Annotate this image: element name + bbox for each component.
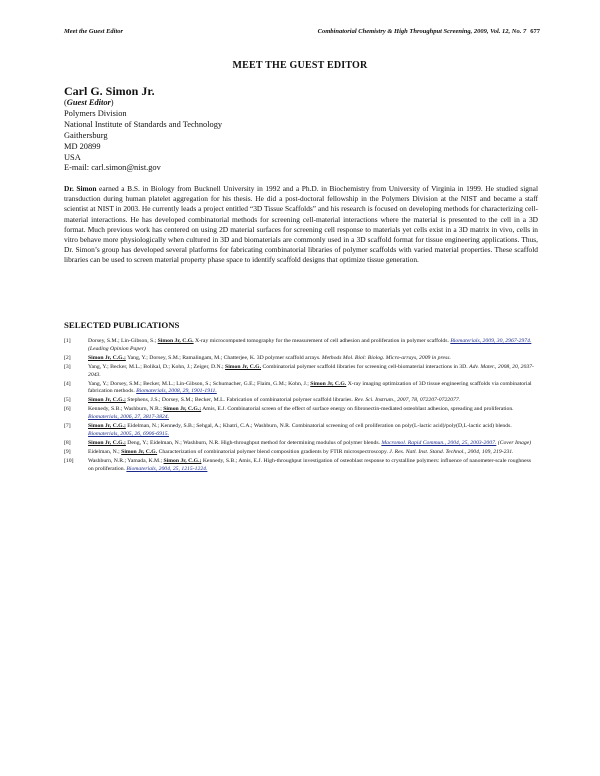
publication-editor-name: Simon Jr, C.G. (121, 448, 158, 455)
publication-number: [1] (64, 338, 71, 344)
publication-citation: (Leading Opinion Paper) (88, 345, 146, 352)
publication-number: [9] (64, 448, 71, 455)
publication-journal-link[interactable]: Biomaterials, 2004, 25, 1215-1224. (126, 465, 208, 472)
publication-item (64, 364, 538, 380)
publication-editor-name: Simon Jr, C.G.; (88, 423, 126, 430)
publication-item (64, 381, 538, 397)
journal-citation: Combinatorial Chemistry & High Throughput Screening, 2009, Vol. 12, No. 7 (317, 28, 527, 35)
publication-text (88, 423, 538, 439)
publication-number: [2] (64, 354, 71, 361)
publication-journal-link[interactable]: Biomaterials, 2009, 30, 2967-2974. (450, 338, 532, 344)
publication-title: Yang, Y.; Dorsey, S.M.; Ramalingam, M.; Chatterjee, K. 3D polymer scaffold arrays. (125, 354, 322, 361)
author-role-line (64, 98, 544, 109)
publication-list (64, 338, 538, 475)
publication-authors-pre: Kennedy, S.B.; Washburn, N.R.; (88, 406, 164, 413)
author-block (64, 84, 544, 174)
publication-authors-pre: Dorsey, S.M.; Lin-Gibson, S.; (88, 338, 158, 344)
publication-title: Stephens, J.S.; Dorsey, S.M.; Becker, M.L. Fabrication of combinatorial polymer scaffold libraries. (125, 397, 355, 404)
publication-text (88, 364, 538, 380)
publication-title: X-ray imaging optimization of 3D tissue engineering scaffolds via combinatorial fabrication methods. (88, 380, 532, 395)
publication-text (88, 381, 538, 397)
publication-title: Amis, E.J. Combinatorial screen of the effect of surface energy on fibronectin-mediated osteoblast adhesion, spreading and proliferation. (201, 406, 514, 413)
running-header-right (318, 28, 540, 35)
publication-journal-link[interactable]: Macromol. Rapid Commun., 2004, 25, 2003-2007. (381, 439, 497, 446)
publication-citation: Methods Mol. Biol: Biolog. Micro-arrays, 2009 in press. (321, 354, 451, 361)
publication-number: [4] (64, 380, 71, 387)
publication-text (88, 355, 538, 363)
publication-citation: Adv. Mater., 2008, 20, 2037-2043. (88, 363, 534, 378)
publication-item (64, 406, 538, 422)
affiliation-line: Gaithersburg (64, 130, 108, 140)
publication-text (88, 406, 538, 422)
biography-paragraph (64, 184, 538, 266)
publication-number: [3] (64, 363, 71, 370)
publication-journal-link[interactable]: Biomaterials, 2006, 27, 3817-3824. (88, 414, 170, 421)
publication-number: [7] (64, 423, 71, 430)
role-paren-open: ( (64, 98, 67, 107)
publication-journal-link[interactable]: Biomaterials, 2005, 26, 6906-6915. (88, 430, 170, 437)
publication-number: [5] (64, 397, 71, 404)
publication-item (64, 458, 538, 474)
publication-citation: (Cover Image) (496, 439, 532, 446)
affiliation-line: MD 20899 (64, 141, 101, 151)
publications-heading: SELECTED PUBLICATIONS (64, 320, 180, 330)
publication-item (64, 355, 538, 363)
page-title: MEET THE GUEST EDITOR (232, 60, 368, 71)
publication-authors-pre: Eidelman, N.; (88, 448, 122, 455)
publication-number: [10] (64, 457, 74, 464)
affiliation-line: National Institute of Standards and Technology (64, 119, 223, 129)
running-header-left: Meet the Guest Editor (64, 28, 124, 35)
bio-text: earned a B.S. in Biology from Bucknell University in 1992 and a Ph.D. in Biochemistry from University of Virginia in 1999. He studied signal transduction during human platelet aggregation for his thesis. He did a post-doctoral fellowship in the Polymers Division at the NIST and became a staff scientist at NIST in 2003. He currently leads a project entitled “3D Tissue Scaffolds” and his research is focused on developing methods for characterizing cell-material interactions. He has developed combinatorial methods for screening cell-material interactions where the material is presented to the cell in a 3D format. Much previous work has centered on using 2D material surfaces for screening cell response to materials yet cells exist in a 3D matrix in vivo, cells in vitro behave more physiologically when cultured in 3D and biomaterials are commonly used in a 3D scaffold format for tissue engineering applications. Thus, Dr. Simon’s group has developed several platforms for fabricating combinatorial libraries of polymer scaffolds with varied material properties. These scaffold libraries can be used to screen material property phase space to identify scaffold designs that optimize tissue generation. (64, 184, 538, 265)
role-paren-close: ) (110, 98, 114, 107)
publication-title: Deng, Y.; Eidelman, N.; Washburn, N.R. High-throughput method for determining modulus of polymer blends. (125, 439, 382, 446)
publication-authors-pre: Yang, Y.; Dorsey, S.M.; Becker, M.L.; Lin-Gibson, S.; Schumacher, G.E.; Flaim, G.M.; Kohn, J.; (88, 380, 311, 387)
affiliation-line: USA (64, 152, 81, 162)
publication-editor-name: Simon Jr, C.G. (157, 338, 194, 344)
publication-item (64, 423, 538, 439)
page-number: 677 (530, 28, 540, 35)
publication-text (88, 458, 538, 474)
author-email[interactable]: E-mail: carl.simon@nist.gov (64, 163, 161, 173)
publication-citation: J. Res. Natl. Inst. Stand. Technol., 2004, 109, 219-231. (389, 448, 514, 455)
publication-citation: Rev. Sci. Instrum., 2007, 78, 072207-0722077. (354, 397, 461, 404)
publication-title: Kennedy, S.B.; Amis, E.J. High-throughput investigation of osteoblast response to crystalline polymers: influence of nanometer-scale roughness on proliferation. (88, 457, 532, 472)
publication-number: [8] (64, 439, 71, 446)
publication-editor-name: Simon Jr, C.G.; (163, 457, 202, 464)
publication-authors-pre: Yang, Y.; Becker, M.L.; Bolikal, D.; Kohn, J.; Zeiger, D.N.; (88, 363, 226, 370)
publication-editor-name: Simon Jr, C.G.; (88, 397, 126, 404)
publication-number: [6] (64, 406, 71, 413)
publication-item (64, 440, 538, 448)
publication-title: Combinatorial polymer scaffold libraries for screening cell-biomaterial interactions in 3D. (261, 363, 470, 370)
affiliation-line: Polymers Division (64, 108, 127, 118)
publication-editor-name: Simon Jr, C.G. (310, 380, 347, 387)
publication-title: Eidelman, N.; Kennedy, S.B.; Sehgal, A.; Khatri, C.A.; Washburn, N.R. Combinatorial screening of cell proliferation on poly(L-lactic acid)/poly(D,L-lactic acid) blends. (125, 423, 512, 430)
publication-text (88, 338, 538, 354)
publication-item (64, 397, 538, 405)
publication-text (88, 449, 538, 457)
publication-title: Characterization of combinatorial polymer blend composition gradients by FTIR microspectroscopy. (157, 448, 390, 455)
publication-item (64, 449, 538, 457)
publication-editor-name: Simon Jr, C.G.; (88, 439, 126, 446)
publication-editor-name: Simon Jr, C.G.; (163, 406, 202, 413)
author-name: Carl G. Simon Jr. (64, 84, 155, 98)
publication-editor-name: Simon Jr, C.G. (225, 363, 262, 370)
publication-editor-name: Simon Jr, C.G.; (88, 354, 126, 361)
publication-authors-pre: Washburn, N.R.; Yamada, K.M.; (88, 457, 164, 464)
publication-item (64, 338, 538, 354)
publication-text (88, 440, 538, 448)
author-role: Guest Editor (66, 98, 111, 107)
publication-journal-link[interactable]: Biomaterials, 2008, 29, 1901-1911. (136, 388, 217, 395)
publication-title: X-ray microcomputed tomography for the measurement of cell adhesion and proliferation in polymer scaffolds. (193, 338, 451, 344)
publication-text (88, 397, 538, 405)
bio-lead: Dr. Simon (64, 184, 97, 193)
